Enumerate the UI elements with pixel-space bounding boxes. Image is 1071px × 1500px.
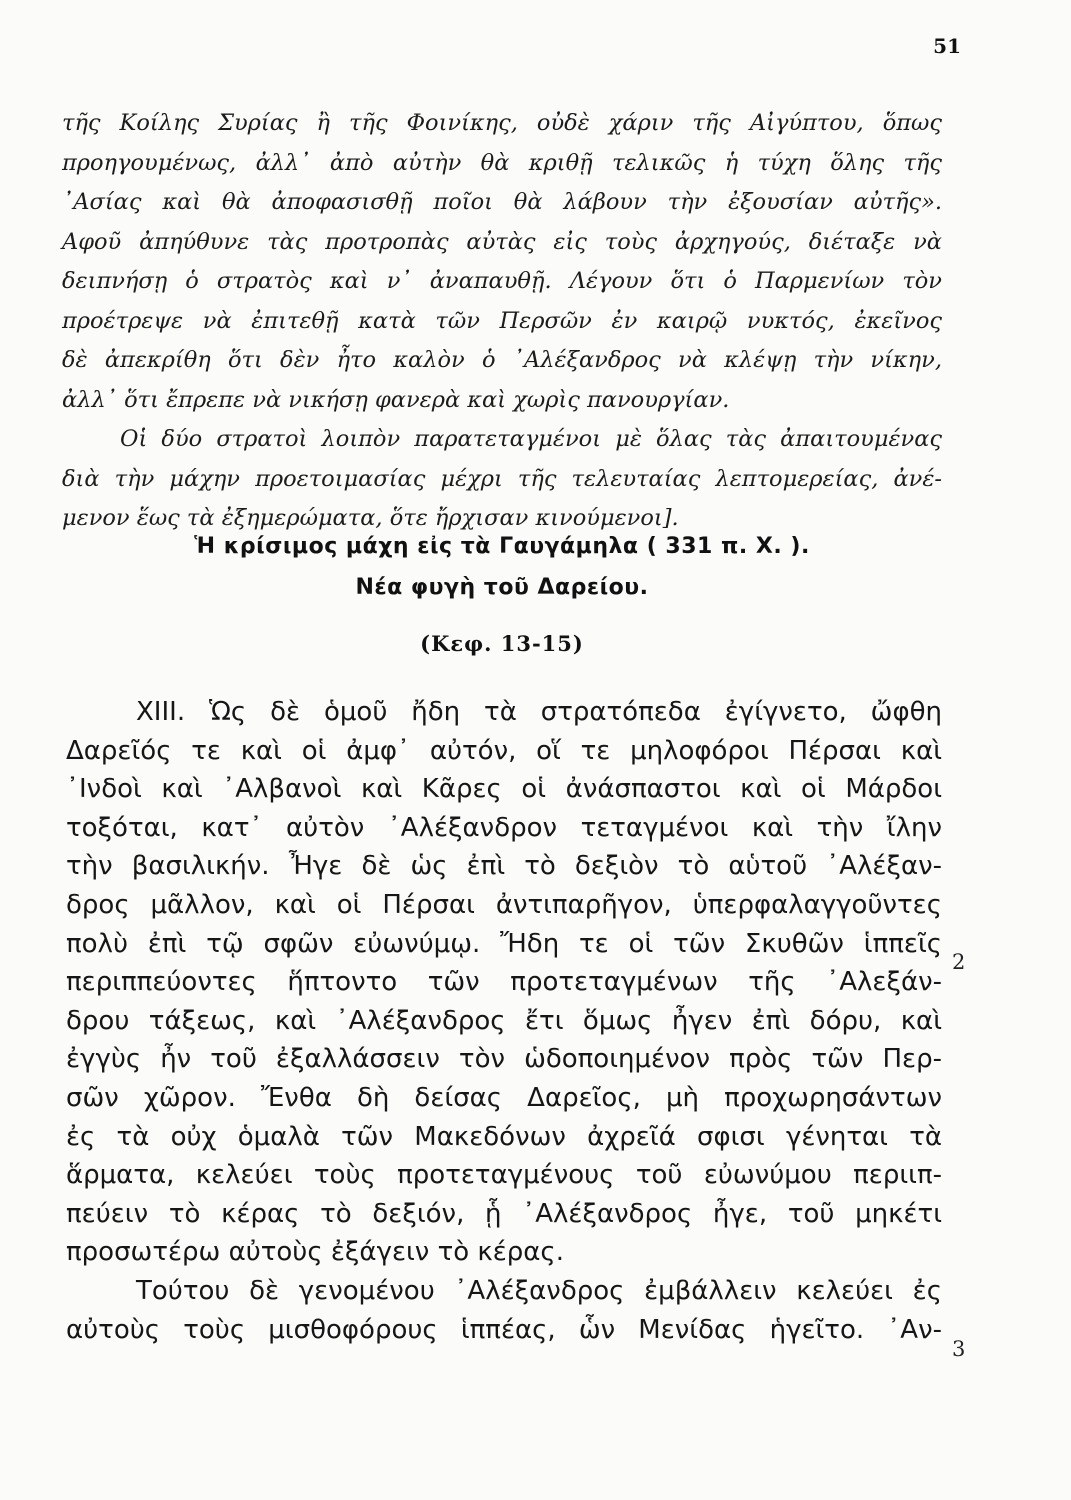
page-number: 51: [933, 34, 961, 58]
text-line: σῶν χῶρον. Ἔνθα δὴ δείσας Δαρεῖος, μὴ προχωρησάντων: [66, 1082, 942, 1113]
text-line: δρου τάξεως, καὶ ᾿Αλέξανδρος ἔτι ὅμως ἦγεν ἐπὶ δόρυ, καὶ: [66, 1005, 942, 1036]
text-line: περιππεύοντες ἥπτοντο τῶν προτεταγμένων τῆς ᾿Αλεξάν-: [66, 967, 942, 998]
text-line: ἅρματα, κελεύει τοὺς προτεταγμένους τοῦ εὐωνύμου περιιπ-: [66, 1160, 942, 1191]
chapter-reference: (Κεφ. 13-15): [420, 631, 584, 656]
text-line: ἐγγὺς ἦν τοῦ ἐξαλλάσσειν τὸν ὡδοποιημένον πρὸς τῶν Περ-: [66, 1044, 942, 1075]
text-line: δρος μᾶλλον, καὶ οἱ Πέρσαι ἀντιπαρῆγον, ὑπερφαλαγγοῦντες: [66, 889, 942, 920]
text-line: Τούτου δὲ γενομένου ᾿Αλέξανδρος ἐμβάλλειν κελεύει ἐς: [136, 1275, 942, 1306]
commentary-line: δὲ ἀπεκρίθη ὅτι δὲν ἦτο καλὸν ὁ ᾿Αλέξανδρος νὰ κλέψῃ τὴν νίκην,: [62, 347, 942, 373]
commentary-line: Οἱ δύο στρατοὶ λοιπὸν παρατεταγμένοι μὲ ὅλας τὰς ἀπαιτουμένας: [120, 426, 942, 452]
commentary-line: μενον ἕως τὰ ἐξημερώματα, ὅτε ἤρχισαν κινούμενοι].: [62, 505, 679, 531]
commentary-line: ἀλλ᾿ ὅτι ἔπρεπε νὰ νικήσῃ φανερὰ καὶ χωρὶς πανουργίαν.: [62, 386, 730, 413]
text-line: τὴν βασιλικήν. Ἦγε δὲ ὡς ἐπὶ τὸ δεξιὸν τὸ αὑτοῦ ᾿Αλέξαν-: [66, 851, 942, 882]
text-line: πεύειν τὸ κέρας τὸ δεξιόν, ᾗ ᾿Αλέξανδρος ἦγε, τοῦ μηκέτι: [66, 1198, 942, 1229]
commentary-block: [62, 104, 942, 539]
text-line: XIII. Ὡς δὲ ὁμοῦ ἤδη τὰ στρατόπεδα ἐγίγνετο, ὤφθη: [136, 697, 942, 727]
commentary-line: διὰ τὴν μάχην προετοιμασίας μέχρι τῆς τελευταίας λεπτομερείας, ἀνέ-: [62, 465, 942, 492]
commentary-line: τῆς Κοίλης Συρίας ἢ τῆς Φοινίκης, οὐδὲ χάριν τῆς Αἰγύπτου, ὅπως: [62, 110, 942, 136]
text-line: πολὺ ἐπὶ τῷ σφῶν εὐωνύμῳ. Ἤδη τε οἱ τῶν Σκυθῶν ἱππεῖς: [66, 928, 942, 959]
commentary-line: προέτρεψε νὰ ἐπιτεθῇ κατὰ τῶν Περσῶν ἐν καιρῷ νυκτός, ἐκεῖνος: [62, 307, 942, 334]
section-subheading: Νέα φυγὴ τοῦ Δαρείου.: [355, 575, 649, 600]
commentary-line: Αφοῦ ἀπηύθυνε τὰς προτροπὰς αὐτὰς εἰς τοὺς ἀρχηγούς, διέταξε νὰ: [62, 228, 942, 255]
commentary-line: προηγουμένως, ἀλλ᾿ ἀπὸ αὐτὴν θὰ κριθῇ τελικῶς ἡ τύχη ὅλης τῆς: [62, 149, 942, 176]
section-heading: Ἡ κρίσιμος μάχη εἰς τὰ Γαυγάμηλα ( 331 π. Χ. ).: [194, 534, 810, 559]
margin-section-number: 2: [952, 950, 966, 974]
text-line: Δαρεῖός τε καὶ οἱ ἀμφ᾿ αὐτόν, οἵ τε μηλοφόροι Πέρσαι καὶ: [66, 735, 942, 766]
margin-section-number: 3: [952, 1337, 966, 1361]
greek-text-block: [66, 693, 942, 1349]
commentary-line: ᾿Ασίας καὶ θὰ ἀποφασισθῇ ποῖοι θὰ λάβουν τὴν ἐξουσίαν αὐτῆς».: [62, 189, 942, 215]
commentary-line: δειπνήσῃ ὁ στρατὸς καὶ ν᾿ ἀναπαυθῇ. Λέγουν ὅτι ὁ Παρμενίων τὸν: [62, 268, 942, 294]
text-line: τοξόται, κατ᾿ αὐτὸν ᾿Αλέξανδρον τεταγμένοι καὶ τὴν ἴλην: [66, 812, 942, 843]
text-line: ᾿Ινδοὶ καὶ ᾿Αλβανοὶ καὶ Κᾶρες οἱ ἀνάσπαστοι καὶ οἱ Μάρδοι: [66, 774, 942, 805]
text-line: ἐς τὰ οὐχ ὁμαλὰ τῶν Μακεδόνων ἀχρεῖά σφισι γένηται τὰ: [66, 1121, 942, 1152]
text-line: αὐτοὺς τοὺς μισθοφόρους ἱππέας, ὧν Μενίδας ἡγεῖτο. ᾿Αν-: [66, 1314, 942, 1345]
text-line: προσωτέρω αὐτοὺς ἐξάγειν τὸ κέρας.: [66, 1237, 564, 1268]
